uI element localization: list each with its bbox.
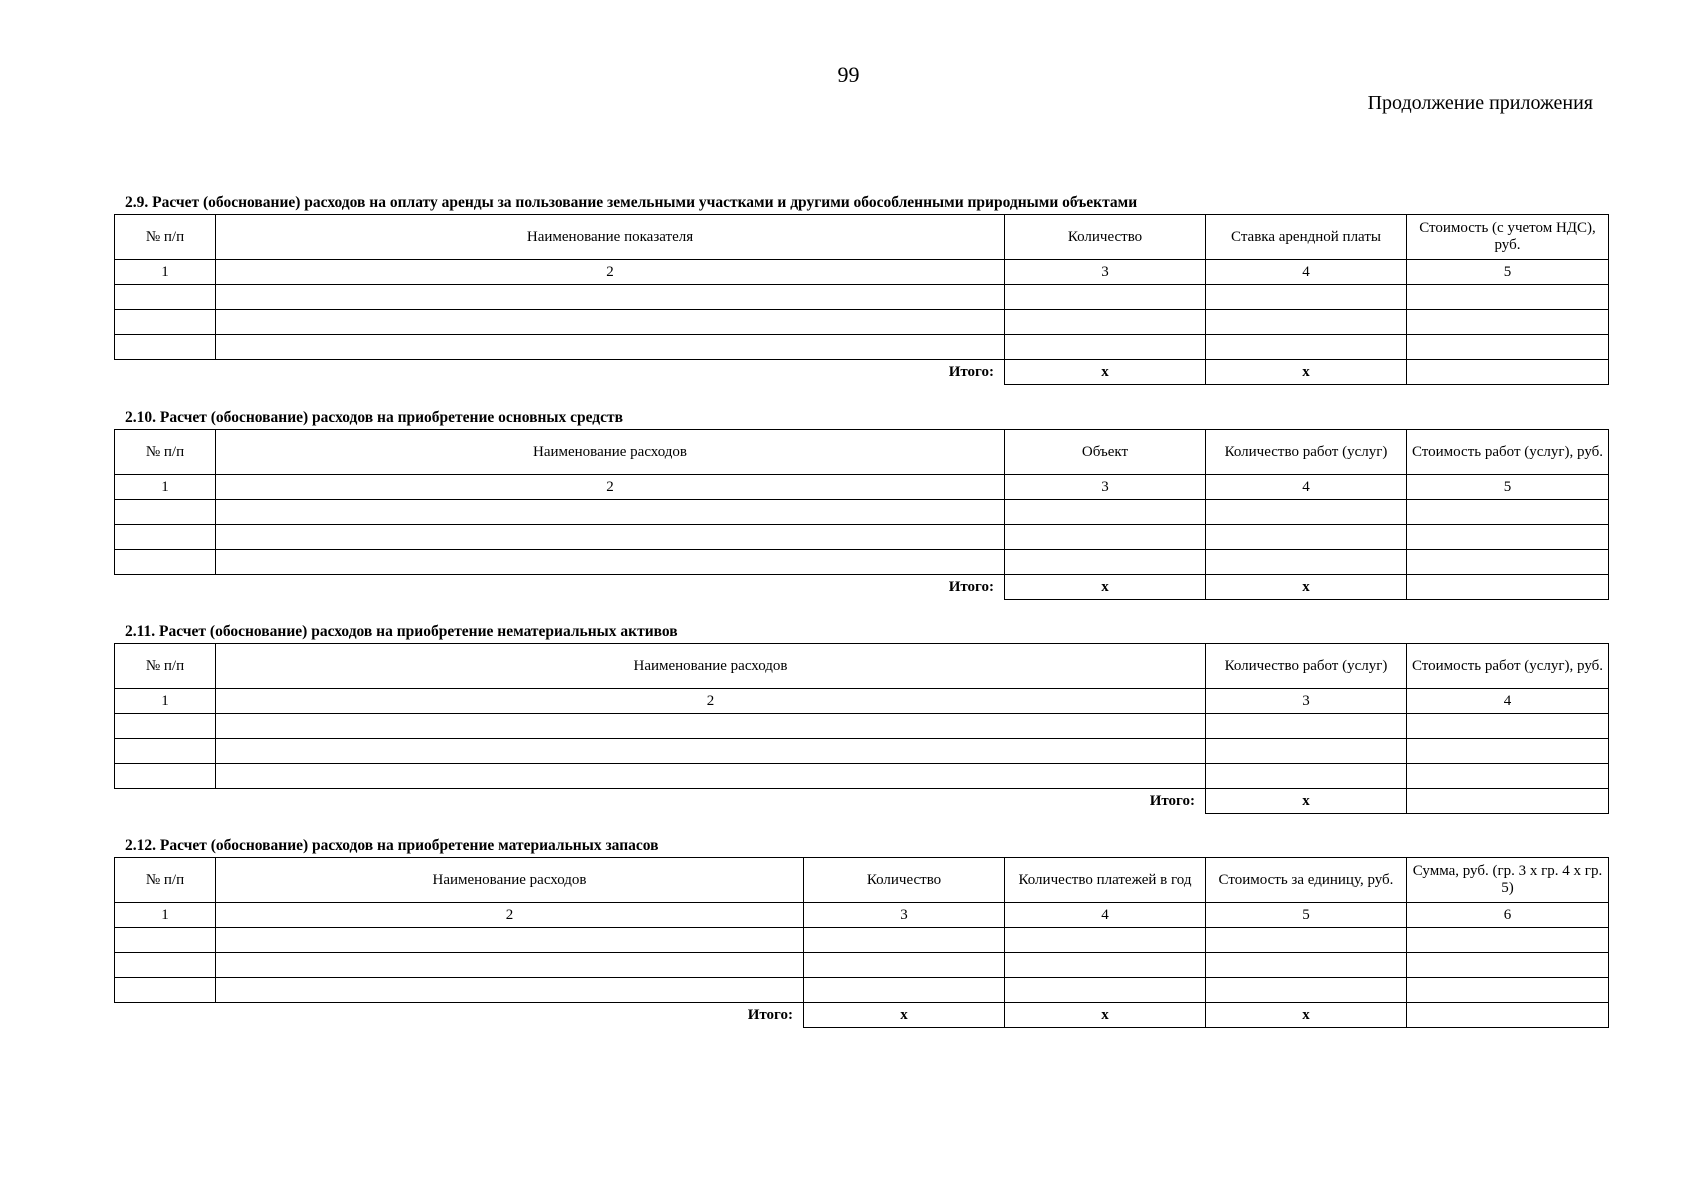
- column-header: Наименование расходов: [216, 430, 1005, 475]
- table-cell[interactable]: [216, 739, 1206, 764]
- table-inventory: [114, 857, 1609, 1028]
- table-row: [115, 764, 1609, 789]
- table-row: [115, 525, 1609, 550]
- table-row: [115, 978, 1609, 1003]
- column-header: № п/п: [115, 858, 216, 903]
- table-cell[interactable]: [115, 714, 216, 739]
- column-header: Количество платежей в год: [1005, 858, 1206, 903]
- column-number: 4: [1206, 260, 1407, 285]
- column-header: Количество работ (услуг): [1206, 430, 1407, 475]
- column-number: 5: [1407, 475, 1609, 500]
- section-title-2-10: 2.10. Расчет (обоснование) расходов на приобретение основных средств: [125, 409, 623, 426]
- table-cell[interactable]: [1407, 953, 1609, 978]
- table-cell[interactable]: [1206, 978, 1407, 1003]
- column-number: 2: [216, 260, 1005, 285]
- table-cell[interactable]: [1206, 764, 1407, 789]
- table-cell[interactable]: [216, 764, 1206, 789]
- table-cell[interactable]: [216, 285, 1005, 310]
- table-cell[interactable]: [216, 714, 1206, 739]
- column-number-row: [115, 903, 1609, 928]
- continuation-note: Продолжение приложения: [1367, 92, 1593, 114]
- section-title-2-12: 2.12. Расчет (обоснование) расходов на приобретение материальных запасов: [125, 837, 659, 854]
- total-x-mark: x: [804, 1003, 1005, 1028]
- total-value-cell[interactable]: [1407, 575, 1609, 600]
- total-x-mark: x: [1005, 360, 1206, 385]
- table-row: [115, 500, 1609, 525]
- table-cell[interactable]: [115, 310, 216, 335]
- table-header-row: [115, 215, 1609, 260]
- column-header: Количество: [804, 858, 1005, 903]
- column-number: 1: [115, 475, 216, 500]
- table-cell[interactable]: [1407, 550, 1609, 575]
- table-cell[interactable]: [1407, 714, 1609, 739]
- column-header: Стоимость работ (услуг), руб.: [1407, 644, 1609, 689]
- table-row: [115, 714, 1609, 739]
- table-cell[interactable]: [216, 525, 1005, 550]
- table-row: [115, 310, 1609, 335]
- column-number: 2: [216, 475, 1005, 500]
- column-header: Количество: [1005, 215, 1206, 260]
- column-number: 5: [1206, 903, 1407, 928]
- total-label: Итого:: [948, 363, 994, 380]
- column-number: 6: [1407, 903, 1609, 928]
- column-number: 3: [804, 903, 1005, 928]
- table-cell[interactable]: [1407, 335, 1609, 360]
- table-cell[interactable]: [1206, 928, 1407, 953]
- table-cell[interactable]: [1407, 310, 1609, 335]
- total-row: [115, 575, 1609, 600]
- table-cell[interactable]: [1206, 525, 1407, 550]
- table-cell[interactable]: [216, 928, 804, 953]
- column-number-row: [115, 260, 1609, 285]
- column-number: 3: [1206, 689, 1407, 714]
- table-rent: [114, 214, 1609, 385]
- column-number: 4: [1206, 475, 1407, 500]
- column-number: 1: [115, 903, 216, 928]
- table-cell[interactable]: [115, 978, 216, 1003]
- table-header-row: [115, 858, 1609, 903]
- table-cell[interactable]: [216, 335, 1005, 360]
- table-intangible-assets: [114, 643, 1609, 814]
- table-cell[interactable]: [1206, 310, 1407, 335]
- table-header-row: [115, 430, 1609, 475]
- column-header: Наименование расходов: [216, 858, 804, 903]
- table-cell[interactable]: [1005, 953, 1206, 978]
- table-cell[interactable]: [216, 550, 1005, 575]
- section-title-2-9: 2.9. Расчет (обоснование) расходов на оплату аренды за пользование земельными участками и другими обособленными природными объектами: [125, 194, 1138, 211]
- table-cell[interactable]: [216, 953, 804, 978]
- column-header: Сумма, руб. (гр. 3 x гр. 4 x гр. 5): [1407, 858, 1609, 903]
- total-value-cell[interactable]: [1407, 1003, 1609, 1028]
- total-value-cell[interactable]: [1407, 360, 1609, 385]
- total-x-mark: x: [1206, 575, 1407, 600]
- table-cell[interactable]: [804, 953, 1005, 978]
- column-number: 3: [1005, 475, 1206, 500]
- total-label: Итого:: [1149, 792, 1195, 809]
- column-header: Количество работ (услуг): [1206, 644, 1407, 689]
- table-cell[interactable]: [1206, 500, 1407, 525]
- table-cell[interactable]: [115, 500, 216, 525]
- column-number: 5: [1407, 260, 1609, 285]
- table-cell[interactable]: [115, 953, 216, 978]
- total-x-mark: x: [1005, 575, 1206, 600]
- column-number: 2: [216, 903, 804, 928]
- column-header: Наименование показателя: [216, 215, 1005, 260]
- column-header: Стоимость работ (услуг), руб.: [1407, 430, 1609, 475]
- table-cell[interactable]: [1407, 978, 1609, 1003]
- table-fixed-assets: [114, 429, 1609, 600]
- column-number: 1: [115, 689, 216, 714]
- table-cell[interactable]: [216, 500, 1005, 525]
- total-row: [115, 789, 1609, 814]
- table-cell[interactable]: [1005, 500, 1206, 525]
- column-number: 2: [216, 689, 1206, 714]
- table-cell[interactable]: [1407, 525, 1609, 550]
- table-cell[interactable]: [1407, 500, 1609, 525]
- table-cell[interactable]: [1005, 550, 1206, 575]
- table-cell[interactable]: [1407, 285, 1609, 310]
- table-cell[interactable]: [1206, 550, 1407, 575]
- column-header: № п/п: [115, 644, 216, 689]
- table-row: [115, 953, 1609, 978]
- table-row: [115, 928, 1609, 953]
- total-value-cell[interactable]: [1407, 789, 1609, 814]
- table-cell[interactable]: [804, 928, 1005, 953]
- table-cell[interactable]: [115, 335, 216, 360]
- table-cell[interactable]: [1005, 335, 1206, 360]
- table-cell[interactable]: [115, 550, 216, 575]
- table-row: [115, 335, 1609, 360]
- table-cell[interactable]: [1206, 335, 1407, 360]
- total-label: Итого:: [948, 578, 994, 595]
- table-cell[interactable]: [804, 978, 1005, 1003]
- table-cell[interactable]: [1407, 928, 1609, 953]
- table-cell[interactable]: [1206, 285, 1407, 310]
- total-x-mark: x: [1206, 1003, 1407, 1028]
- table-cell[interactable]: [115, 739, 216, 764]
- table-cell[interactable]: [1005, 285, 1206, 310]
- column-number: 1: [115, 260, 216, 285]
- total-x-mark: x: [1206, 789, 1407, 814]
- table-cell[interactable]: [1407, 764, 1609, 789]
- table-row: [115, 739, 1609, 764]
- column-header: Объект: [1005, 430, 1206, 475]
- table-cell[interactable]: [1005, 525, 1206, 550]
- column-number-row: [115, 689, 1609, 714]
- column-number: 4: [1407, 689, 1609, 714]
- table-cell[interactable]: [1206, 714, 1407, 739]
- column-header: Ставка арендной платы: [1206, 215, 1407, 260]
- table-cell[interactable]: [1407, 739, 1609, 764]
- total-x-mark: x: [1206, 360, 1407, 385]
- column-header: № п/п: [115, 430, 216, 475]
- table-cell[interactable]: [115, 525, 216, 550]
- total-row: [115, 1003, 1609, 1028]
- table-cell[interactable]: [1005, 310, 1206, 335]
- table-cell[interactable]: [115, 764, 216, 789]
- table-cell[interactable]: [216, 978, 804, 1003]
- table-cell[interactable]: [1206, 953, 1407, 978]
- table-cell[interactable]: [115, 928, 216, 953]
- column-number: 4: [1005, 903, 1206, 928]
- column-header: Стоимость за единицу, руб.: [1206, 858, 1407, 903]
- table-cell[interactable]: [1005, 978, 1206, 1003]
- total-row: [115, 360, 1609, 385]
- total-label: Итого:: [747, 1006, 793, 1023]
- total-x-mark: x: [1005, 1003, 1206, 1028]
- column-header: Наименование расходов: [216, 644, 1206, 689]
- table-cell[interactable]: [216, 310, 1005, 335]
- column-number: 3: [1005, 260, 1206, 285]
- table-row: [115, 550, 1609, 575]
- table-cell[interactable]: [115, 285, 216, 310]
- table-cell[interactable]: [1005, 928, 1206, 953]
- column-number-row: [115, 475, 1609, 500]
- table-header-row: [115, 644, 1609, 689]
- section-title-2-11: 2.11. Расчет (обоснование) расходов на приобретение нематериальных активов: [125, 623, 678, 640]
- table-row: [115, 285, 1609, 310]
- column-header: Стоимость (с учетом НДС), руб.: [1407, 215, 1609, 260]
- column-header: № п/п: [115, 215, 216, 260]
- page-number: 99: [837, 62, 860, 87]
- table-cell[interactable]: [1206, 739, 1407, 764]
